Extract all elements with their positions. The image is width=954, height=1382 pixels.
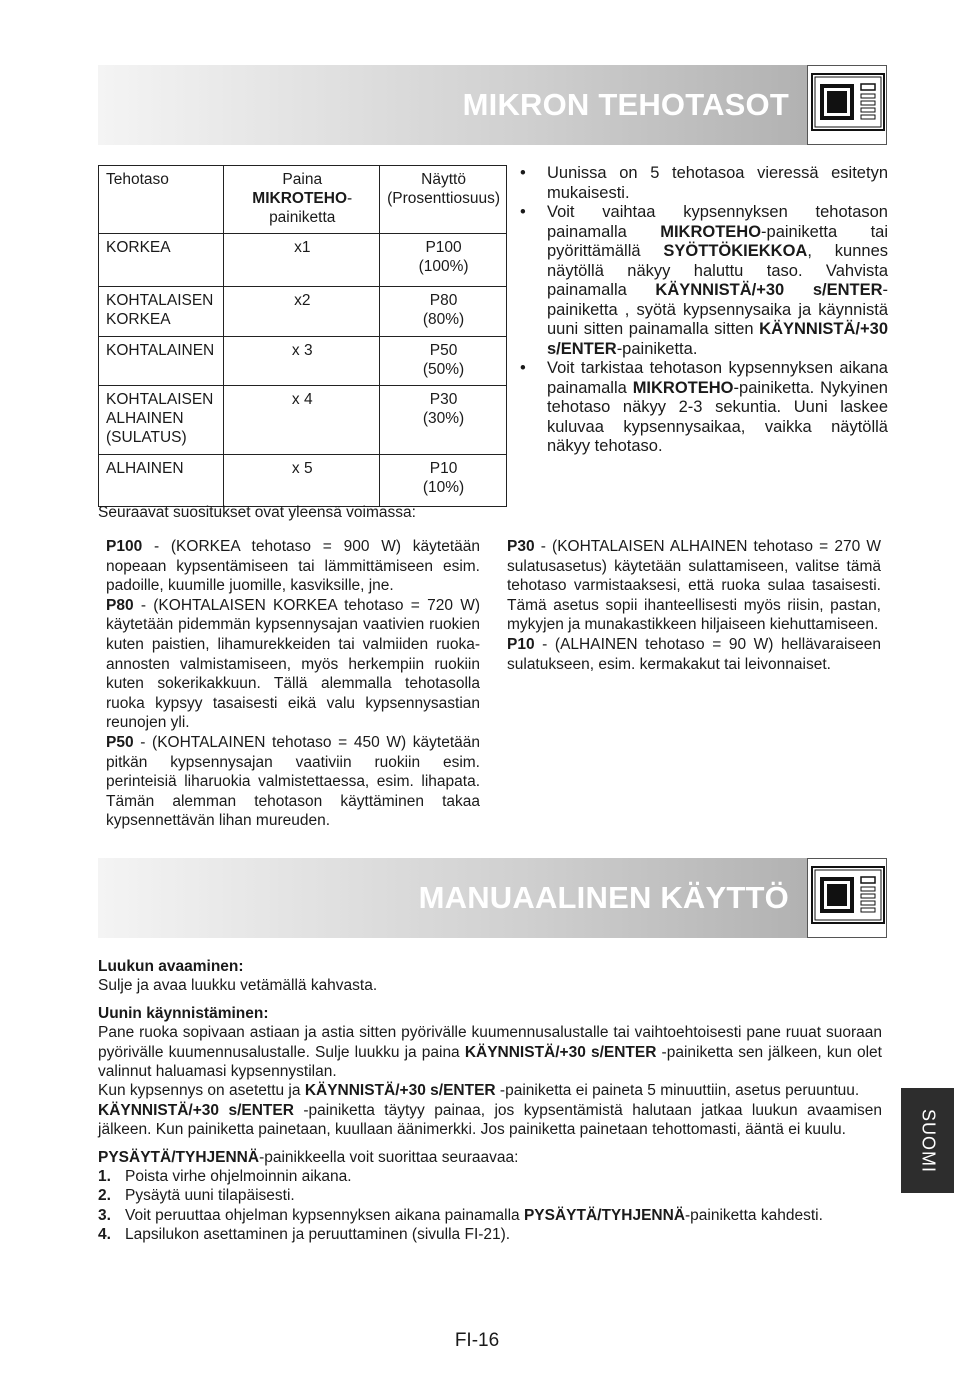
table-header-row (99, 166, 507, 234)
header-press: Paina MIKROTEHO-painiketta (224, 166, 380, 234)
level-cell: ALHAINEN (99, 455, 224, 507)
recommendations-intro: Seuraavat suositukset ovat yleensä voimassa: (98, 504, 416, 521)
table-row (99, 455, 507, 507)
level-cell: KORKEA (99, 234, 224, 287)
section-banner-manual-use (98, 858, 887, 938)
recommendation-p100: P100 - (KORKEA tehotaso = 900 W) käytetään nopeaan kypsentämiseen tai lämmittämiseen esim. padoille, kuumille juomille, kasviksille, jne. (106, 538, 480, 595)
press-cell: x 3 (224, 337, 380, 386)
display-cell: P10 (10%) (380, 455, 507, 507)
bullet-item: • Uunissa on 5 tehotasoa vieressä esitetyn mukaisesti. (520, 164, 888, 203)
level-cell: KOHTALAINEN (99, 337, 224, 386)
press-cell: x 5 (224, 455, 380, 507)
page-number: FI-16 (454, 1330, 500, 1351)
door-heading: Luukun avaaminen: (98, 958, 244, 975)
section-title: MIKRON TEHOTASOT (462, 87, 789, 122)
header-display: Näyttö (Prosenttiosuus) (380, 166, 507, 234)
manual-use-section (98, 957, 882, 1245)
list-item: 4. Lapsilukon asettaminen ja peruuttaminen (sivulla FI-21). (98, 1226, 511, 1244)
recommendations-right-column (507, 537, 881, 674)
table-row (99, 337, 507, 386)
bullet-item: • Voit vaihtaa kypsennyksen tehotason painamalla MIKROTEHO-painiketta tai pyörittämällä SYÖTTÖKIEKKOA, kunnes näytöllä näkyy haluttu taso. Vahvista painamalla KÄYNNISTÄ/+30 s/ENTER-painiketta , syötä kypsennysaika ja käynnistä uuni sitten painamalla sitten KÄYNNISTÄ/+30 s/ENTER-painiketta. (520, 203, 888, 359)
recommendation-p10: P10 - (ALHAINEN tehotaso = 90 W) hellävaraiseen sulatukseen, esim. kermakakut tai leivonnaiset. (507, 635, 881, 673)
start-paragraph-2: Kun kypsennys on asetettu ja KÄYNNISTÄ/+30 s/ENTER -painiketta ei paineta 5 minuuttiin, asetus peruuntuu. (98, 1082, 860, 1100)
list-item: 3. Voit peruuttaa ohjelman kypsennyksen aikana painamalla PYSÄYTÄ/TYHJENNÄ-painiketta kahdesti. (98, 1206, 823, 1224)
list-item: 2. Pysäytä uuni tilapäisesti. (98, 1187, 295, 1205)
stop-intro: PYSÄYTÄ/TYHJENNÄ-painikkeella voit suorittaa seuraavaa: (98, 1148, 519, 1166)
press-cell: x1 (224, 234, 380, 287)
door-text: Sulje ja avaa luukku vetämällä kahvasta. (98, 977, 378, 995)
display-cell: P100 (100%) (380, 234, 507, 287)
recommendation-p50: P50 - (KOHTALAINEN tehotaso = 450 W) käytetään pitkän kypsennysajan vaativiin ruokiin esim. perinteisiä liharuokia valmistettaessa, esim. lihapata. Tämän alemman tehotason käyttäminen takaa kypsennettävän lihan mureuden. (106, 733, 480, 830)
recommendations-left-column (106, 537, 480, 831)
level-cell: KOHTALAISEN KORKEA (99, 287, 224, 337)
start-paragraph-1: Pane ruoka sopivaan astiaan ja astia sitten pyörivälle kuumennusalustalle tai vaihtoehtoisesti pane ruuat suoraan pyörivälle kuumennusalustalle. Sulje luukku ja paina KÄYNNISTÄ/+30 s/ENTER -painiketta sen jälkeen, kun olet valinnut haluamasi kypsennystilan. (98, 1024, 882, 1081)
display-cell: P50 (50%) (380, 337, 507, 386)
level-cell: KOHTALAISEN ALHAINEN (SULATUS) (99, 386, 224, 455)
microwave-icon (807, 858, 887, 938)
microwave-icon (807, 65, 887, 145)
section-banner-power-levels (98, 65, 887, 145)
side-tab-label: SUOMI (918, 1108, 938, 1173)
list-item: 1. Poista virhe ohjelmoinnin aikana. (98, 1168, 352, 1186)
recommendation-p30: P30 - (KOHTALAISEN ALHAINEN tehotaso = 270 W sulatusasetus) käytetään sulattamiseen, valitse tämä tehotaso varmistaaksesi, että ruoka sulaa tasaisesti. Tämä asetus sopii ihanteellisesti myös riisin, pastan, mykyjen ja munakastikkeen hiljaiseen kiehuttamiseen. (507, 538, 881, 634)
table-row (99, 234, 507, 287)
recommendation-p80: P80 - (KOHTALAISEN KORKEA tehotaso = 720 W) käytetään pidemmän kypsennysajan vaativien ruokien kuten paistien, lihamurekkeiden tai valmiiden ruoka-annosten valmistamiseen, myös herkempiin ruokiin kuten sokerikakkuun. Tällä alemmalla tehotasolla ruoka kypsyy tasaisesti eikä valu kypsennysastian reunojen yli. (106, 596, 480, 732)
press-cell: x2 (224, 287, 380, 337)
start-heading: Uunin käynnistäminen: (98, 1004, 269, 1022)
start-paragraph-3: KÄYNNISTÄ/+30 s/ENTER -painiketta täytyy painaa, jos kypsentämistä halutaan jatkaa luukun avaamisen jälkeen. Kun painiketta painetaan, kuullaan äänimerkki. Jos painiketta painetaan tehottomasti, ääntä ei kuulu. (98, 1101, 882, 1139)
stop-functions-list (98, 1167, 882, 1245)
power-level-table (98, 165, 507, 507)
table-row (99, 386, 507, 455)
bullet-item: • Voit tarkistaa tehotason kypsennyksen aikana painamalla MIKROTEHO-painiketta. Nykyinen tehotaso näkyy 2-3 sekuntia. Uuni laskee kuluvaa kypsennysaikaa, vaikka näytöllä näkyy tehotaso. (520, 359, 888, 457)
header-level: Tehotaso (99, 166, 224, 234)
display-cell: P30 (30%) (380, 386, 507, 455)
power-level-bullets (520, 164, 888, 457)
press-cell: x 4 (224, 386, 380, 455)
display-cell: P80 (80%) (380, 287, 507, 337)
section-title: MANUAALINEN KÄYTTÖ (418, 880, 789, 915)
table-row (99, 287, 507, 337)
language-side-tab (901, 1088, 954, 1193)
